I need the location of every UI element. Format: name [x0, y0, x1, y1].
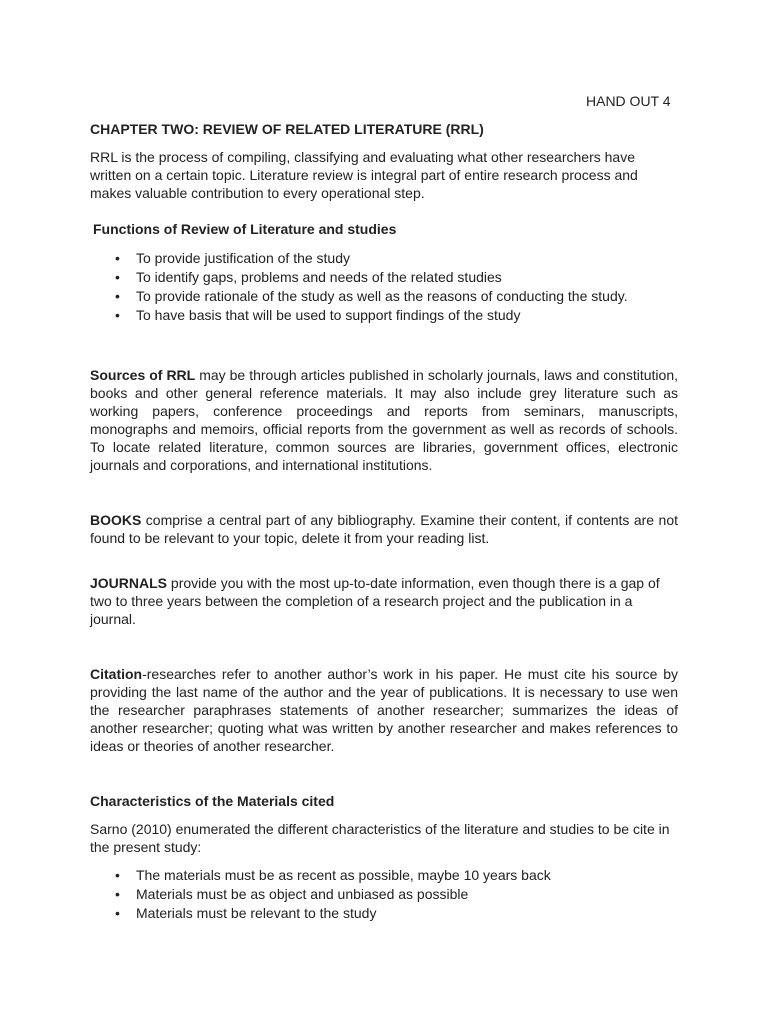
list-item	[90, 885, 678, 904]
list-item-text: Materials must be relevant to the study	[136, 905, 377, 921]
bullet-icon: •	[115, 250, 120, 266]
list-item-text: The materials must be as recent as possible, maybe 10 years back	[136, 867, 551, 883]
list-item-text: Materials must be as object and unbiased as possible	[136, 886, 469, 902]
bullet-icon: •	[115, 269, 120, 285]
books-paragraph	[90, 511, 678, 547]
document-body	[90, 120, 678, 923]
list-item	[90, 866, 678, 885]
journals-paragraph	[90, 574, 678, 628]
list-item	[90, 249, 678, 268]
bullet-icon: •	[115, 288, 120, 304]
sources-paragraph	[90, 366, 678, 474]
bullet-icon: •	[115, 886, 120, 902]
sources-term: Sources of RRL	[90, 367, 196, 383]
citation-term: Citation	[90, 666, 143, 682]
bullet-icon: •	[115, 905, 120, 921]
sources-text: may be through articles published in scholarly journals, laws and constitution, books and other general reference materials. It may also include grey literature such as working papers, conference proceedings and reports from seminars, manuscripts, monographs and memoirs, official reports from the government as well as records of schools. To locate related literature, common sources are libraries, government offices, electronic journals and corporations, and international institutions.	[90, 367, 679, 473]
list-item-text: To provide rationale of the study as well as the reasons of conducting the study.	[136, 288, 628, 304]
journals-text: provide you with the most up-to-date information, even though there is a gap of two to three years between the completion of a research project and the publication in a journal.	[90, 575, 660, 627]
list-item-text: To have basis that will be used to support findings of the study	[136, 307, 521, 323]
characteristics-list	[90, 866, 678, 923]
list-item	[90, 904, 678, 923]
journals-term: JOURNALS	[90, 575, 168, 591]
bullet-icon: •	[115, 867, 120, 883]
list-item	[90, 306, 678, 325]
bullet-icon: •	[115, 307, 120, 323]
characteristics-heading: Characteristics of the Materials cited	[90, 793, 335, 809]
characteristics-intro: Sarno (2010) enumerated the different characteristics of the literature and studies to be cite in the present study:	[90, 821, 670, 855]
list-item-text: To identify gaps, problems and needs of the related studies	[136, 269, 502, 285]
handout-label: HAND OUT 4	[586, 93, 671, 109]
list-item	[90, 268, 678, 287]
chapter-title: CHAPTER TWO: REVIEW OF RELATED LITERATURE (RRL)	[90, 121, 484, 137]
list-item	[90, 287, 678, 306]
citation-text: -researches refer to another author’s work in his paper. He must cite his source by providing the last name of the author and the year of publications. It is necessary to use wen the researcher paraphrases statements of another researcher; summarizes the ideas of another researcher; quoting what was written by another researcher and makes references to ideas or theories of another researcher.	[90, 666, 678, 754]
functions-list	[90, 249, 678, 325]
functions-heading: Functions of Review of Literature and studies	[93, 221, 397, 237]
list-item-text: To provide justification of the study	[136, 250, 351, 266]
citation-paragraph	[90, 665, 678, 755]
books-text: comprise a central part of any bibliography. Examine their content, if contents are not found to be relevant to your topic, delete it from your reading list.	[90, 512, 678, 546]
rrl-intro-paragraph: RRL is the process of compiling, classifying and evaluating what other researchers have written on a certain topic. Literature review is integral part of entire research process and makes valuable contribution to every operational step.	[90, 149, 638, 201]
books-term: BOOKS	[90, 512, 142, 528]
